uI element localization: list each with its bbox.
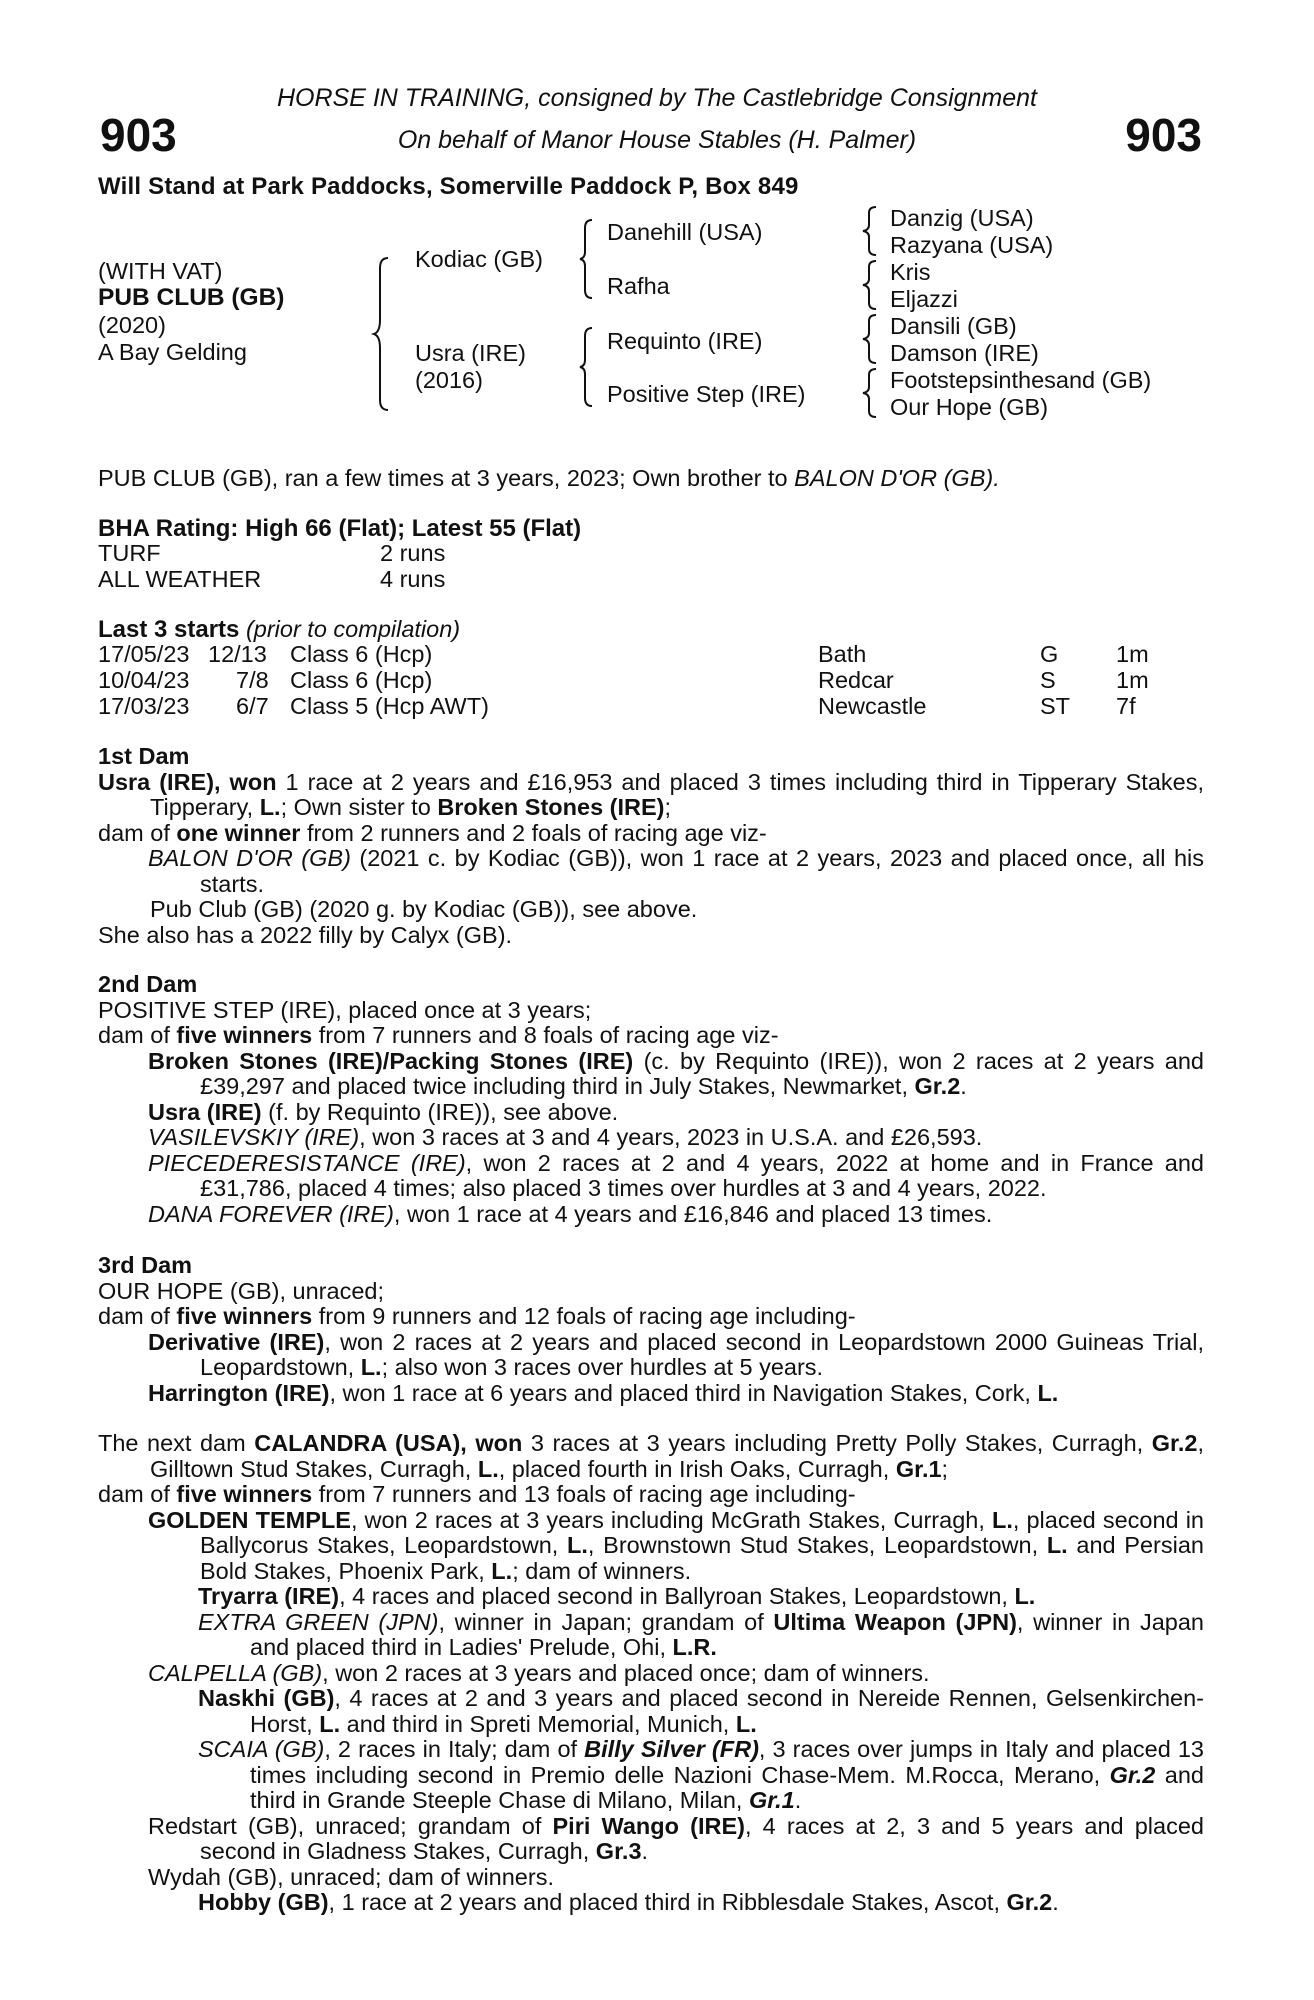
second-dam-produce-summary: dam of five winners from 7 runners and 8 foals of racing age viz- <box>98 1022 779 1048</box>
start-3-course: Newcastle <box>818 693 927 719</box>
lot-number-left: 903 <box>100 109 177 161</box>
second-dam-record: POSITIVE STEP (IRE), placed once at 3 years; <box>98 996 592 1023</box>
start-1-going: G <box>1040 641 1059 667</box>
sire: Kodiac (GB) <box>415 246 543 272</box>
pedigree-bracket-main <box>372 256 394 412</box>
third-dam-record: OUR HOPE (GB), unraced; <box>98 1277 384 1304</box>
start-3-class: Class 5 (Hcp AWT) <box>290 693 489 719</box>
gg-7: Footstepsinthesand (GB) <box>890 367 1152 393</box>
gg-8: Our Hope (GB) <box>890 394 1049 420</box>
next-dam-record: The next dam CALANDRA (USA), won 3 races at 3 years including Pretty Polly Stakes, Curragh, Gr.2, Gilltown Stud Stakes, Curragh, L., placed fourth in Irish Oaks, Curragh, Gr.1; <box>98 1430 1204 1482</box>
third-dam-produce-1: Derivative (IRE), won 2 races at 2 years and placed second in Leopardstown 2000 Guineas Trial, Leopardstown, L.; also won 3 races over hurdles at 5 years. <box>148 1328 1205 1380</box>
start-3-dist: 7f <box>1116 693 1136 719</box>
gg-3: Kris <box>890 259 931 285</box>
first-dam-heading: 1st Dam <box>98 743 190 769</box>
dam-sire: Requinto (IRE) <box>607 328 763 354</box>
rating-surface-turf: TURF <box>98 540 161 566</box>
horse-vat: (WITH VAT) <box>98 258 223 284</box>
start-1-dist: 1m <box>1116 641 1149 667</box>
horse-name: PUB CLUB (GB) <box>98 284 285 311</box>
second-dam-produce-5: DANA FOREVER (IRE), won 1 race at 4 years and £16,846 and placed 13 times. <box>148 1200 993 1227</box>
start-2-class: Class 6 (Hcp) <box>290 667 433 693</box>
sire-dam: Rafha <box>607 273 670 299</box>
pedigree-bracket-dam <box>578 326 596 408</box>
rating-runs-turf: 2 runs <box>380 540 446 566</box>
first-dam-section <box>98 744 1204 948</box>
behalf-line: On behalf of Manor House Stables (H. Palmer) <box>397 126 917 154</box>
next-dam-produce-1: GOLDEN TEMPLE, won 2 races at 3 years including McGrath Stakes, Curragh, L., placed second in Ballycorus Stakes, Leopardstown, L., Brownstown Stud Stakes, Leopardstown, L. and Persian Bold Stakes, Phoenix Park, L.; dam of winners. <box>148 1506 1204 1584</box>
second-dam-produce-4: PIECEDERESISTANCE (IRE), won 2 races at 2 and 4 years, 2022 at home and in France and £31,786, placed 4 times; also placed 3 times over hurdles at 3 and 4 years, 2022. <box>148 1149 1204 1201</box>
second-dam-section <box>98 972 1204 1227</box>
first-dam-produce-2: Pub Club (GB) (2020 g. by Kodiac (GB)), see above. <box>150 896 698 922</box>
horse-year: (2020) <box>98 312 166 338</box>
start-1-date: 17/05/23 <box>98 641 190 667</box>
next-dam-section <box>98 1431 1204 1916</box>
start-1-class: Class 6 (Hcp) <box>290 641 433 667</box>
start-3-date: 17/03/23 <box>98 693 190 719</box>
start-1-pos: 12/13 <box>208 641 267 667</box>
gg-5: Dansili (GB) <box>890 313 1017 339</box>
third-dam-produce-2: Harrington (IRE), won 1 race at 6 years and placed third in Navigation Stakes, Cork, L. <box>148 1379 1059 1406</box>
second-dam-heading: 2nd Dam <box>98 971 198 997</box>
start-2-course: Redcar <box>818 667 894 693</box>
dam: Usra (IRE) <box>415 340 526 366</box>
third-dam-section <box>98 1253 1204 1406</box>
next-dam-produce-3: Redstart (GB), unraced; grandam of Piri Wango (IRE), 4 races at 2, 3 and 5 years and placed second in Gladness Stakes, Curragh, Gr.3. <box>148 1812 1204 1864</box>
start-2-date: 10/04/23 <box>98 667 190 693</box>
next-dam-produce-1b: EXTRA GREEN (JPN), winner in Japan; grandam of Ultima Weapon (JPN), winner in Japan and placed third in Ladies' Prelude, Ohi, L.R. <box>198 1608 1204 1660</box>
rating-surface-aw: ALL WEATHER <box>98 566 262 592</box>
bha-rating-title: BHA Rating: High 66 (Flat); Latest 55 (Flat) <box>98 515 582 542</box>
start-2-going: S <box>1040 667 1056 693</box>
next-dam-produce-1a: Tryarra (IRE), 4 races and placed second in Ballyroan Stakes, Leopardstown, L. <box>198 1583 1036 1609</box>
start-2-pos: 7/8 <box>236 667 269 693</box>
first-dam-note: She also has a 2022 filly by Calyx (GB). <box>98 921 513 948</box>
last-starts-heading: Last 3 starts (prior to compilation) <box>98 616 461 643</box>
dam-year: (2016) <box>415 367 483 393</box>
next-dam-produce-2a: Naskhi (GB), 4 races at 2 and 3 years and placed second in Nereide Rennen, Gelsenkirchen-Horst, L. and third in Spreti Memorial, Munich, L. <box>198 1685 1204 1737</box>
pedigree-bracket-sire <box>578 218 596 300</box>
first-dam-record: Usra (IRE), won 1 race at 2 years and £16,953 and placed 3 times including third in Tipperary Stakes, Tipperary, L.; Own sister to Broken Stones (IRE); <box>98 768 1204 820</box>
lot-number-right: 903 <box>1125 109 1202 161</box>
gg-2: Razyana (USA) <box>890 232 1054 258</box>
pedigree-brackets-grandparents <box>860 205 882 420</box>
next-dam-produce-4a: Hobby (GB), 1 race at 2 years and placed third in Ribblesdale Stakes, Ascot, Gr.2. <box>198 1889 1059 1915</box>
summary-line: PUB CLUB (GB), ran a few times at 3 years, 2023; Own brother to BALON D'OR (GB). <box>98 465 1000 491</box>
next-dam-produce-2: CALPELLA (GB), won 2 races at 3 years and placed once; dam of winners. <box>148 1659 930 1686</box>
start-3-pos: 6/7 <box>236 693 269 719</box>
third-dam-heading: 3rd Dam <box>98 1252 193 1278</box>
second-dam-produce-2: Usra (IRE) (f. by Requinto (IRE)), see above. <box>148 1098 619 1125</box>
horse-description: A Bay Gelding <box>98 339 247 365</box>
gg-4: Eljazzi <box>890 286 958 312</box>
start-3-going: ST <box>1040 693 1071 719</box>
consignor-line: HORSE IN TRAINING, consigned by The Castlebridge Consignment <box>276 84 1038 112</box>
rating-runs-aw: 4 runs <box>380 566 446 592</box>
first-dam-produce-summary: dam of one winner from 2 runners and 2 foals of racing age viz- <box>98 819 767 846</box>
next-dam-produce-2b: SCAIA (GB), 2 races in Italy; dam of Billy Silver (FR), 3 races over jumps in Italy and placed 13 times including second in Premio delle Nazioni Chase-Mem. M.Rocca, Merano, Gr.2 and third in Grande Steeple Chase di Milano, Milan, Gr.1. <box>198 1736 1204 1813</box>
start-1-course: Bath <box>818 641 867 667</box>
second-dam-produce-3: VASILEVSKIY (IRE), won 3 races at 3 and 4 years, 2023 in U.S.A. and £26,593. <box>148 1124 983 1150</box>
gg-6: Damson (IRE) <box>890 340 1039 366</box>
sire-sire: Danehill (USA) <box>607 219 763 245</box>
second-dam-produce-1: Broken Stones (IRE)/Packing Stones (IRE) (c. by Requinto (IRE)), won 2 races at 2 years and £39,297 and placed twice including third in July Stakes, Newmarket, Gr.2. <box>148 1047 1204 1099</box>
gg-1: Danzig (USA) <box>890 205 1034 231</box>
next-dam-produce-4: Wydah (GB), unraced; dam of winners. <box>148 1863 554 1890</box>
third-dam-produce-summary: dam of five winners from 9 runners and 12 foals of racing age including- <box>98 1303 856 1329</box>
next-dam-produce-summary: dam of five winners from 7 runners and 13 foals of racing age including- <box>98 1481 856 1507</box>
dam-dam: Positive Step (IRE) <box>607 381 806 407</box>
stand-location: Will Stand at Park Paddocks, Somerville Paddock P, Box 849 <box>98 173 799 200</box>
first-dam-produce-1: BALON D'OR (GB) (2021 c. by Kodiac (GB)), won 1 race at 2 years, 2023 and placed once, all his starts. <box>148 845 1205 897</box>
start-2-dist: 1m <box>1116 667 1149 693</box>
